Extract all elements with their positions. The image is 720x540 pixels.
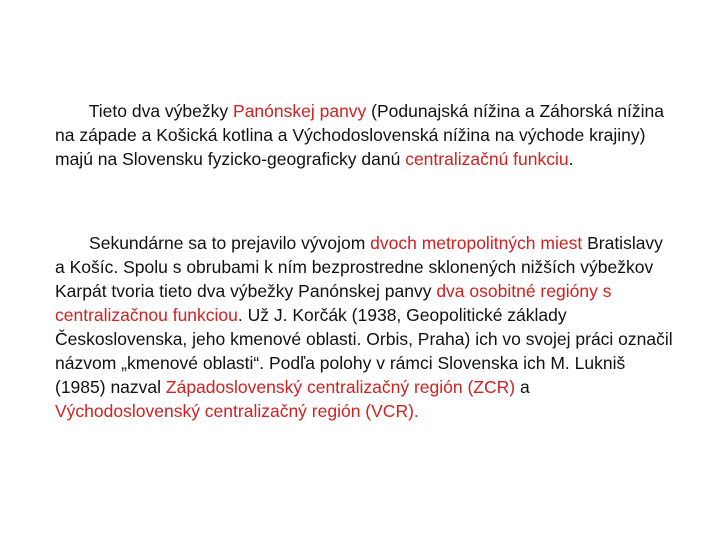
paragraph-2 — [55, 207, 678, 447]
text-segment: . — [568, 149, 574, 169]
text-segment: Bratislavy a Košíc. Spolu s obrubami k ním bezprostredne sklonených nižších výbežkov Karpát tvoria tieto dva výbežky Panónskej panvy — [55, 233, 668, 301]
text-segment: . Už J. Korčák (1938, Geopolitické základy Československa, jeho kmenové oblasti. Orbis, Praha) ich vo svojej práci označil názvom „kmenové oblasti“. Podľa polohy v rámci Slovenska ich M. Lukniš (1985) nazval — [55, 305, 678, 397]
highlight-two-metropolitan-cities: dvoch metropolitných miest — [370, 233, 583, 253]
highlight-pannonian-basin: Panónskej panvy — [233, 101, 367, 121]
text-block — [55, 75, 678, 447]
paragraph-1 — [55, 75, 675, 195]
highlight-centralization-function: centralizačnú funkciu — [405, 149, 569, 169]
text-segment: a — [515, 377, 535, 397]
text-segment: Tieto dva výbežky — [84, 101, 234, 121]
text-segment: (Podunajská nížina a Záhorská nížina na západe a Košická kotlina a Východoslovenská nížina na východe krajiny) majú na Slovensku fyzicko-geograficky danú — [55, 101, 669, 169]
highlight-two-regions: dva osobitné regióny s centralizačnou funkciou — [55, 281, 617, 325]
highlight-zcr: Západoslovenský centralizačný región (ZCR) — [165, 377, 516, 397]
highlight-vcr: Východoslovenský centralizačný región (VCR). — [55, 401, 419, 421]
text-segment: Sekundárne sa to prejavilo vývojom — [84, 233, 371, 253]
